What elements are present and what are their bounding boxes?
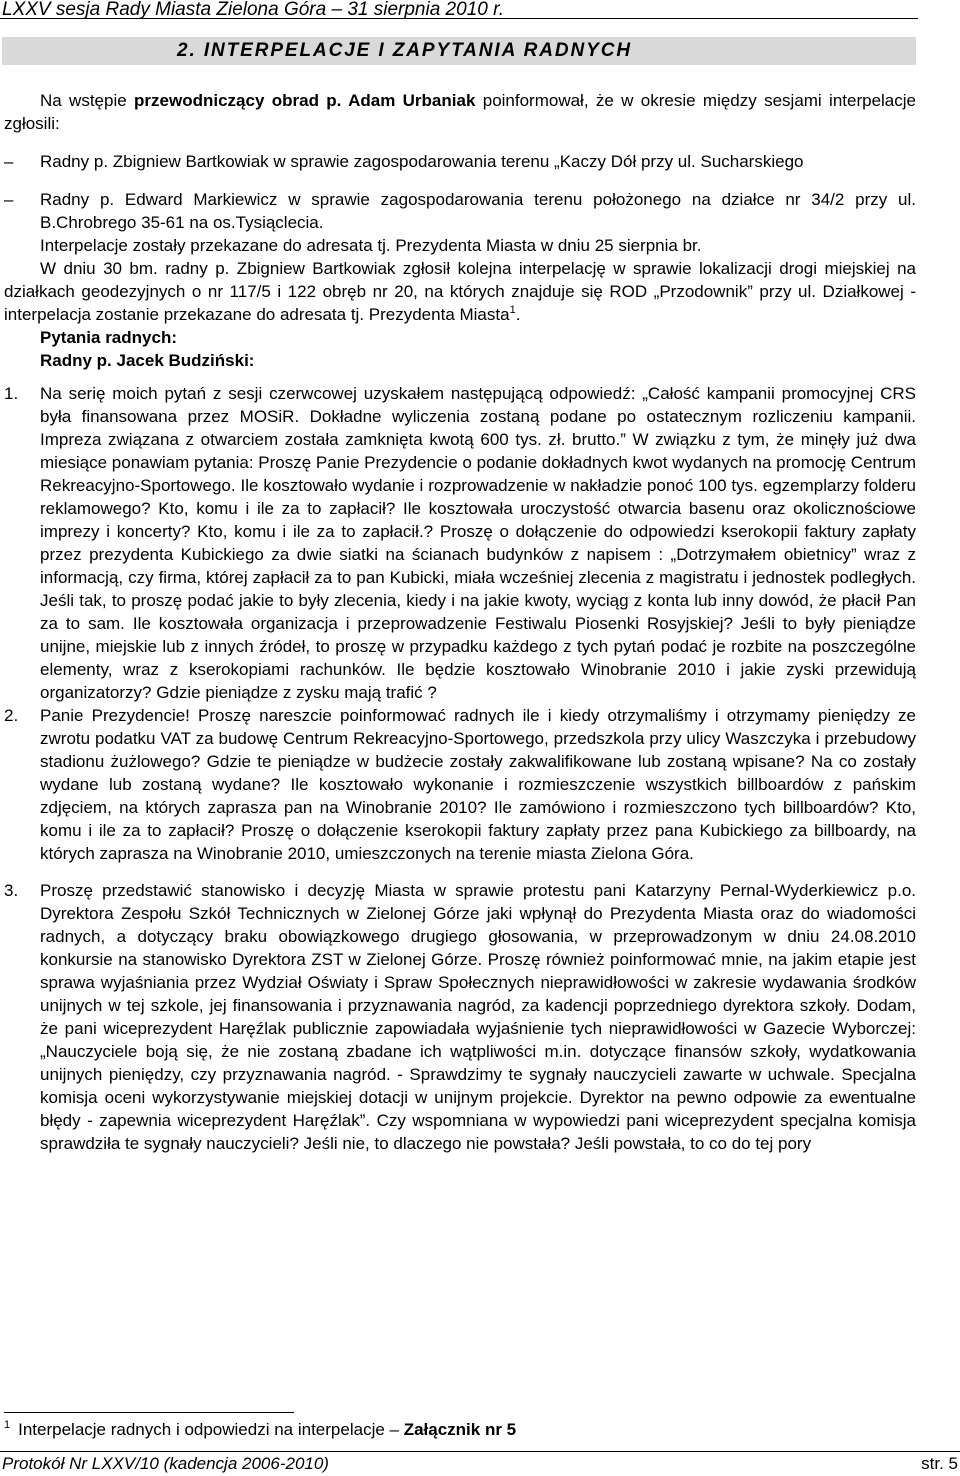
footnote (4, 1419, 516, 1441)
intro-paragraph (4, 89, 916, 135)
questions-author: Radny p. Jacek Budziński: (40, 351, 255, 370)
question-number: 2. (4, 706, 19, 725)
interpelation-end: . (515, 305, 521, 324)
question-item (4, 704, 916, 865)
questions-heading: Pytania radnych: (40, 328, 177, 347)
footnote-text: Interpelacje radnych i odpowiedzi na interpelacje – (18, 1420, 404, 1439)
question-item (4, 879, 916, 1155)
footnote-number: 1 (4, 1419, 11, 1431)
question-number: 3. (4, 881, 19, 900)
dash-mark: – (4, 190, 14, 209)
forwarded-note: Interpelacje zostały przekazane do adresata tj. Prezydenta Miasta w dniu 25 sierpnia br. (40, 236, 702, 255)
question-text: Proszę przedstawić stanowisko i decyzję Miasta w sprawie protestu pani Katarzyny Pernal-Wyderkiewicz p.o. Dyrektora Zespołu Szkół Technicznych w Zielonej Górze jaki wpłynął do Prezydenta Miasta oraz do wiadomości radnych, a dotyczący braku obowiązkowego drugiego głosowania, w przeprowadzonym w dniu 24.08.2010 konkursie na stanowisko Dyrektora ZST w Zielonej Górze. Proszę również poinformować mnie, na jakim etapie jest sprawa wyjaśniania przez Wydział Oświaty i Spraw Społecznych nieprawidłowości w zakresie wydawania środków unijnych w tej szkole, jej finansowania i przyznawania nagród, za kadencji poprzedniego dyrektora szkoły. Dodam, że pani wiceprezydent Haręźlak publicznie zapowiadała wyjaśnienie tych nieprawidłowości w Gazecie Wyborczej: „Nauczyciele boją się, że nie zostaną zbadane ich wątpliwości m.in. dotyczące finansów szkoły, wydatkowania unijnych pieniędzy, czy przyznawania nagród. - Sprawdzimy te sygnały nauczycieli zawarte w uchwale. Specjalna komisja oceni wykorzystywanie miejskiej dotacji w unijnym projekcie. Dyrektor na pewno odpowie za ewentualne błędy - zapewnia wiceprezydent Haręźlak”. Czy wspomniana w wypowiedzi pani wiceprezydent specjalna komisja sprawdziła te sygnały nauczycieli? Jeśli nie, to dlaczego nie powstała? Jeśli powstała, to co do tej pory (40, 881, 916, 1153)
intro-chair: przewodniczący obrad p. Adam Urbaniak (134, 91, 476, 110)
document-body (4, 89, 916, 1155)
dash-mark: – (4, 152, 14, 171)
dash-item-text: Radny p. Edward Markiewicz w sprawie zagospodarowania terenu położonego na działce nr 34/2 przy ul. B.Chrobrego 35-61 na os.Tysiąclecia. (40, 190, 916, 232)
footnote-attachment: Załącznik nr 5 (403, 1420, 517, 1439)
intro-rest: poinformował, że w okresie między sesjami interpelacje zgłosili: (4, 91, 916, 133)
section-heading: 2. INTERPELACJE I ZAPYTANIA RADNYCH (2, 37, 916, 65)
footer-rule (0, 1451, 960, 1452)
header-rule (0, 18, 918, 19)
question-text: Na serię moich pytań z sesji czerwcowej uzyskałem następującą odpowiedź: „Całość kampanii promocyjnej CRS była finansowana przez MOSiR. Dokładne wyliczenia zostaną podane po ostatecznym rozliczeniu kampanii. Impreza związana z otwarciem została zamknięta kwotą 600 tys. zł. brutto.” W związku z tym, że minęły już dwa miesiące ponawiam pytania: Proszę Panie Prezydencie o podanie dokładnych kwot wydanych na promocję Centrum Rekreacyjno-Sportowego. Ile kosztowało wydanie i rozprowadzenie w nakładzie ponoć 100 tys. egzemplarzy folderu reklamowego? Kto, komu i ile za to zapłacił? Ile kosztowała uroczystość otwarcia basenu oraz okolicznościowe imprezy i koncerty? Kto, komu i ile za to zapłacił.? Proszę o dołączenie do odpowiedzi kserokopii faktury zapłaty przez prezydenta Kubickiego za dwie siatki na ścianach budynków z napisem : „Dotrzymałem obietnicy” wraz z informacją, czy firma, której zapłacił za to pan Kubicki, miała wcześniej zlecenia z magistratu i jednostek podległych. Jeśli tak, to proszę podać jakie to były zlecenia, kiedy i na jakie kwoty, wyciąg z konta lub inny dowód, że płacił Pan za to sam. Ile kosztowała organizacja i przeprowadzenie Festiwalu Piosenki Rosyjskiej? Jeśli to były pieniądze unijne, miejskie lub z innych źródeł, to proszę w przypadku każdego z tych pytań podać je rozbite na poszczególne elementy, wraz z kserokopiami rachunków. Ile będzie kosztowało Winobranie 2010 i jakie zyski przewidują organizatorzy? Gdzie pieniądze z zysku mają trafić ? (40, 384, 916, 702)
dash-item (4, 150, 916, 173)
footnote-reference: 1 (509, 304, 516, 316)
dash-item (4, 188, 916, 234)
question-item (4, 382, 916, 704)
question-number: 1. (4, 384, 19, 403)
question-text: Panie Prezydencie! Proszę nareszcie poinformować radnych ile i kiedy otrzymaliśmy i otrzymamy pieniędzy ze zwrotu podatku VAT za budowę Centrum Rekreacyjno-Sportowego, przedszkola przy ulicy Waszczyka i przebudowy stadionu żużlowego? Gdzie te pieniądze w budżecie zostały zakwalifikowane lub zostaną wpisane? Na co zostały wydane lub zostaną wydane? Ile kosztowało wykonanie i rozmieszczenie wszystkich billboardów z pańskim zdjęciem, na których zaprasza pan na Winobranie 2010? Ile zamówiono i rozmieszczono tych billboardów? Kto, komu i ile za to zapłacił? Proszę o dołączenie kserokopii faktury zapłaty przez pana Kubickiego za billboardy, na których zaprasza na Winobranie 2010, umieszczonych na terenie miasta Zielona Góra. (40, 706, 916, 863)
running-header: LXXV sesja Rady Miasta Zielona Góra – 31 sierpnia 2010 r. (2, 0, 505, 20)
footer-protocol: Protokół Nr LXXV/10 (kadencja 2006-2010) (2, 1454, 329, 1473)
interpelation-text: W dniu 30 bm. radny p. Zbigniew Bartkowiak zgłosił kolejna interpelację w sprawie lokalizacji drogi miejskiej na działkach geodezyjnych o nr 117/5 i 122 obręb nr 20, na których znajduje się ROD „Przodownik” przy ul. Działkowej - interpelacja zostanie przekazane do adresata tj. Prezydenta Miasta (4, 259, 916, 324)
page-number: str. 5 (921, 1454, 958, 1473)
intro-lead: Na wstępie (40, 91, 135, 110)
dash-item-text: Radny p. Zbigniew Bartkowiak w sprawie zagospodarowania terenu „Kaczy Dół przy ul. Sucharskiego (40, 152, 804, 171)
interpelation-paragraph (4, 257, 916, 326)
footnote-separator (4, 1412, 294, 1413)
